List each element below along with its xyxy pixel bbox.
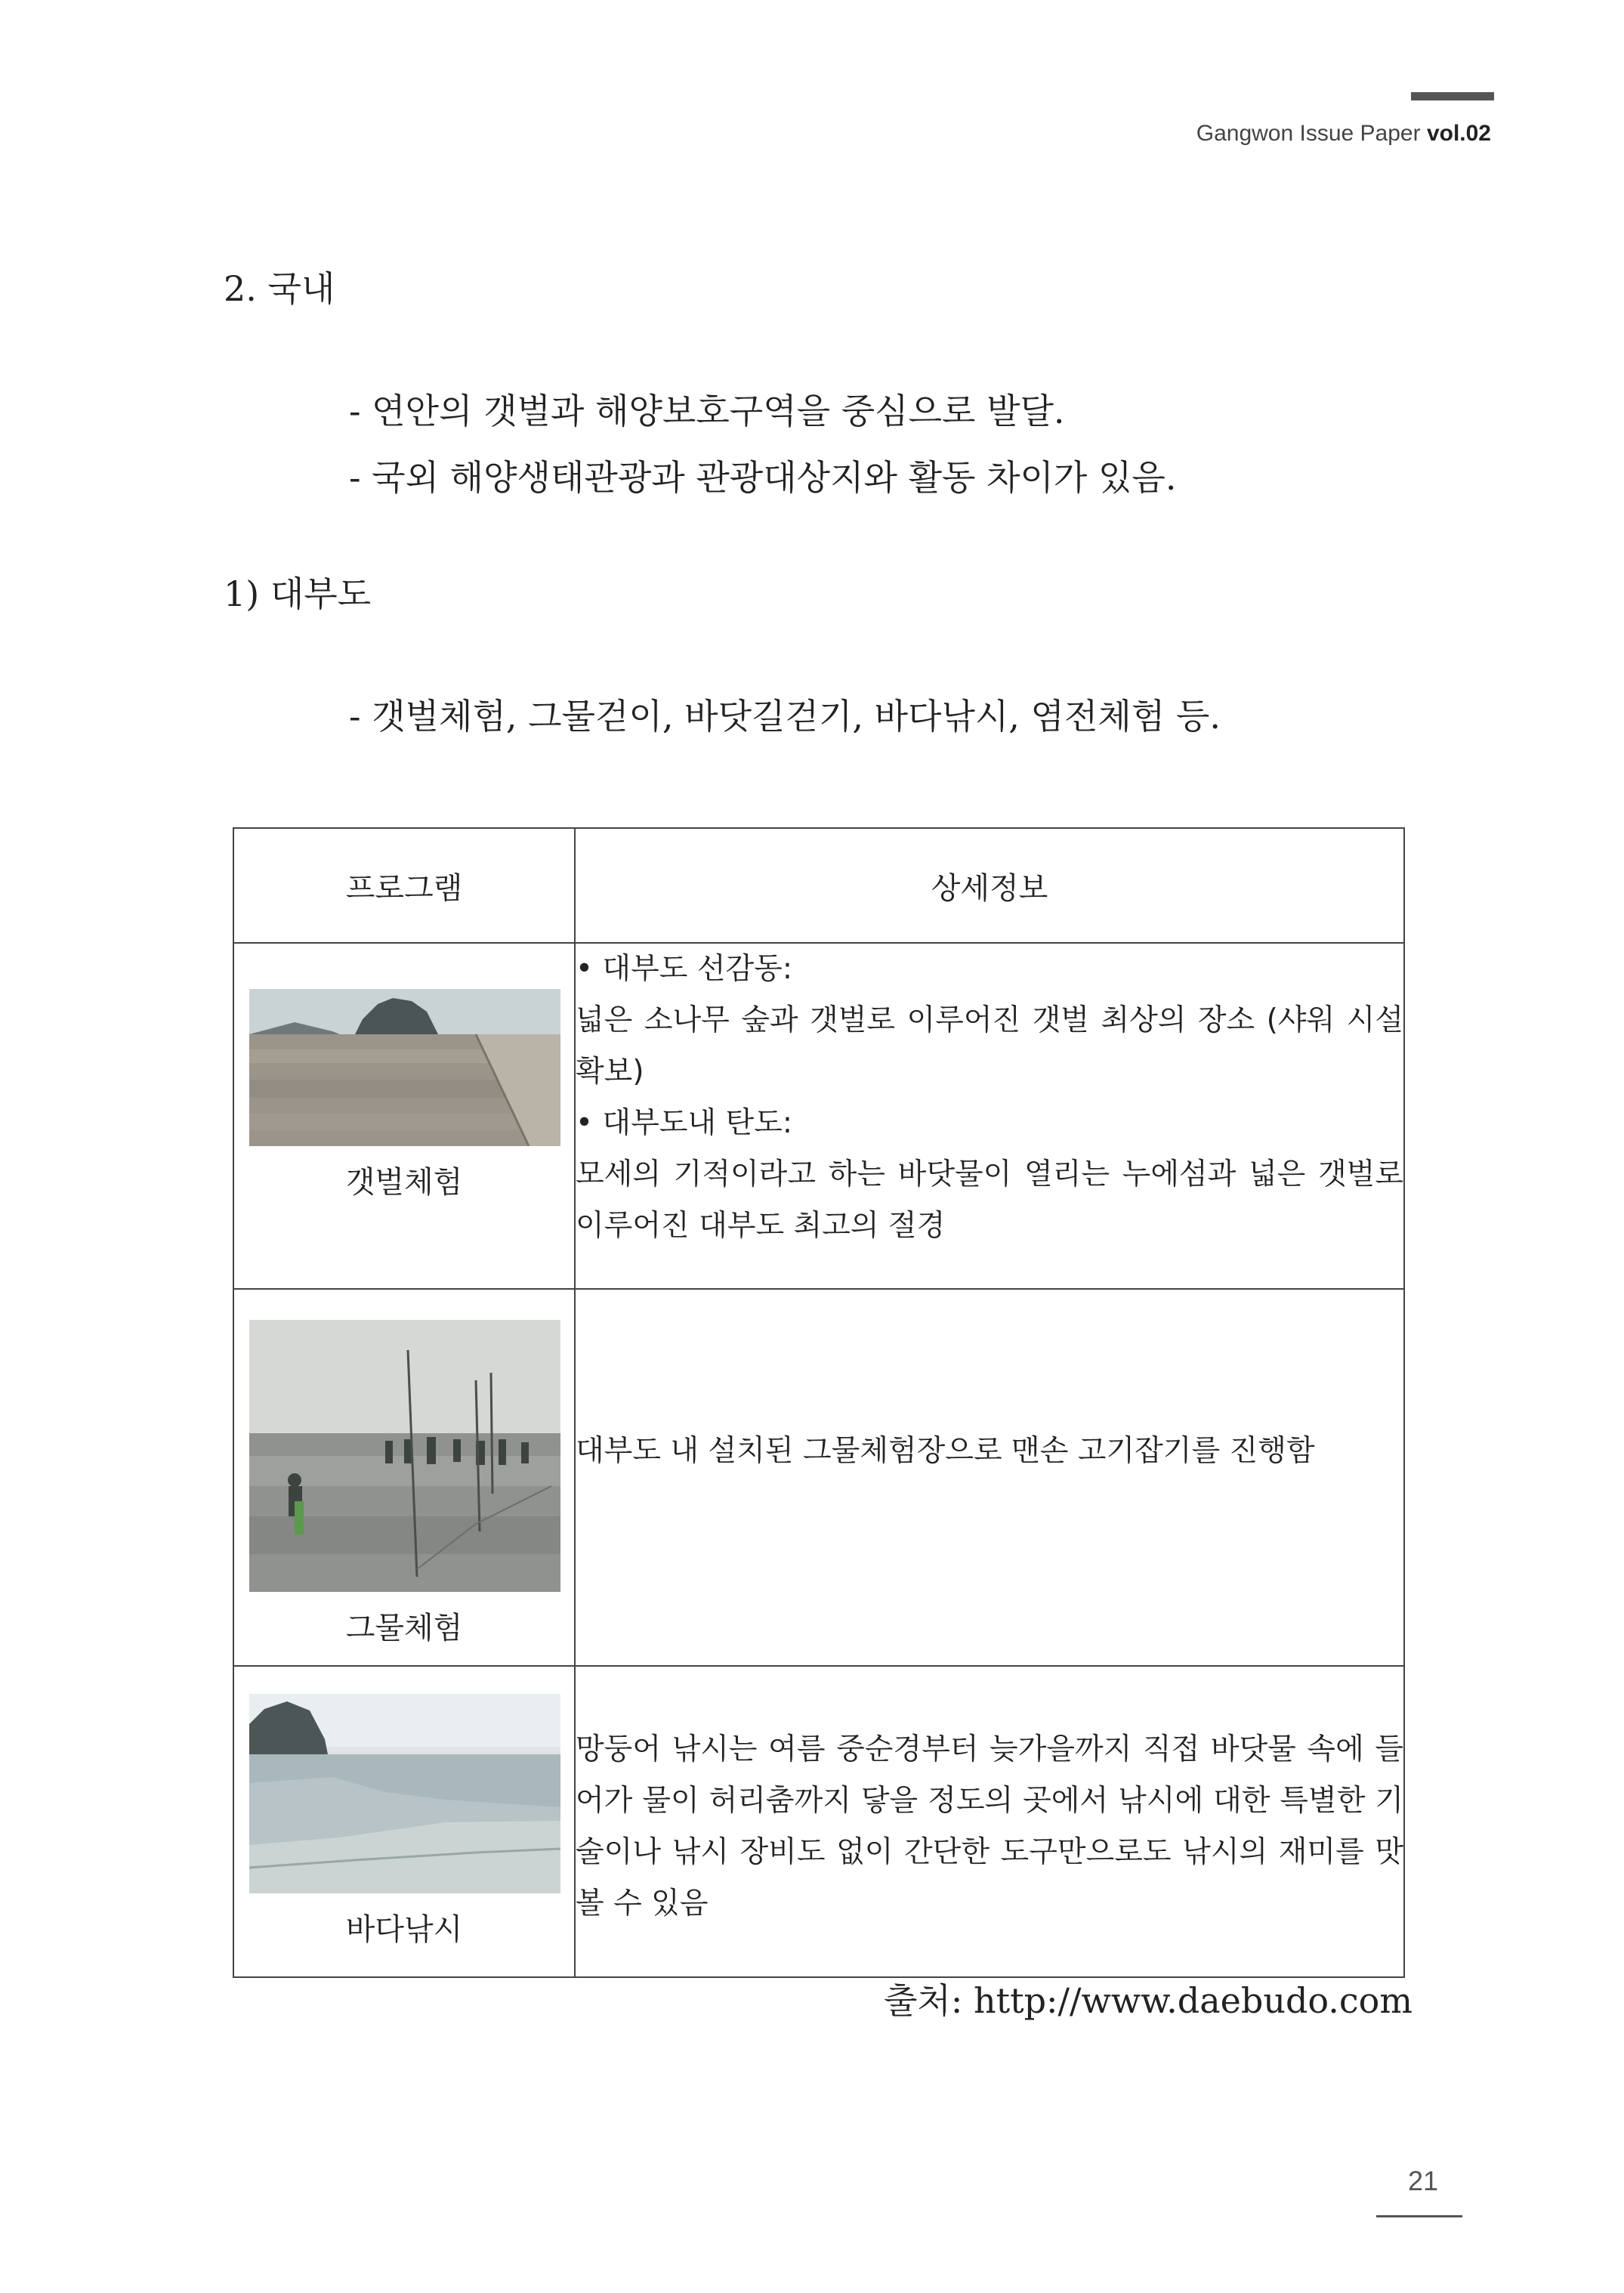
mudflat-photo [249, 989, 560, 1146]
header-detail: 상세정보 [575, 828, 1404, 943]
table-row [233, 943, 1404, 1289]
running-header [1196, 121, 1491, 147]
program-table [233, 827, 1405, 1978]
section-heading: 2. 국내 [224, 268, 335, 309]
subsection-heading: 1) 대부도 [224, 573, 372, 614]
table-row [233, 1289, 1404, 1666]
detail-line: 넓은 소나무 숲과 갯벌로 이루어진 갯벌 최상의 장소 (샤워 시설 확보) [576, 1003, 1403, 1089]
program-name: 바다낚시 [345, 1912, 463, 1947]
detail-line: 망둥어 낚시는 여름 중순경부터 늦가을까지 직접 바닷물 속에 들어가 물이 허리춤까지 닿을 정도의 곳에서 낚시에 대한 특별한 기술이나 낚시 장비도 없이 간단한 도구만으로도 낚시의 재미를 맛볼 수 있음 [576, 1732, 1403, 1921]
source-citation: 출처: http://www.daebudo.com [883, 1980, 1413, 2021]
program-name: 갯벌체험 [345, 1165, 463, 1200]
detail-line: • 대부도내 탄도: [576, 1106, 792, 1140]
program-name: 그물체험 [345, 1611, 463, 1646]
page-number: 21 [1408, 2165, 1439, 2196]
detail-line: • 대부도 선감동: [576, 952, 792, 986]
detail-line: 대부도 내 설치된 그물체험장으로 맨손 고기잡기를 진행함 [576, 1434, 1315, 1468]
detail-cell [575, 1289, 1404, 1666]
header-volume: vol.02 [1426, 121, 1491, 146]
header-series: Gangwon Issue Paper [1196, 121, 1421, 146]
subsection-bullet: - 갯벌체험, 그물걷이, 바닷길걷기, 바다낚시, 염전체험 등. [349, 696, 1221, 737]
program-cell [233, 1666, 575, 1977]
table-row [233, 1666, 1404, 1977]
section-bullet-2: - 국외 해양생태관광과 관광대상지와 활동 차이가 있음. [349, 457, 1177, 498]
detail-cell [575, 943, 1404, 1289]
section-bullet-1: - 연안의 갯벌과 해양보호구역을 중심으로 발달. [349, 391, 1065, 431]
table-header-row [233, 828, 1404, 943]
detail-cell [575, 1666, 1404, 1977]
footer-rule [1376, 2215, 1462, 2217]
sea-fishing-photo [249, 1694, 560, 1893]
header-program: 프로그램 [233, 828, 575, 943]
header-accent-bar [1411, 92, 1494, 100]
detail-line: 모세의 기적이라고 하는 바닷물이 열리는 누에섬과 넓은 갯벌로 이루어진 대부도 최고의 절경 [576, 1157, 1403, 1243]
net-fishing-photo [249, 1320, 560, 1592]
program-cell [233, 1289, 575, 1666]
program-cell [233, 943, 575, 1289]
